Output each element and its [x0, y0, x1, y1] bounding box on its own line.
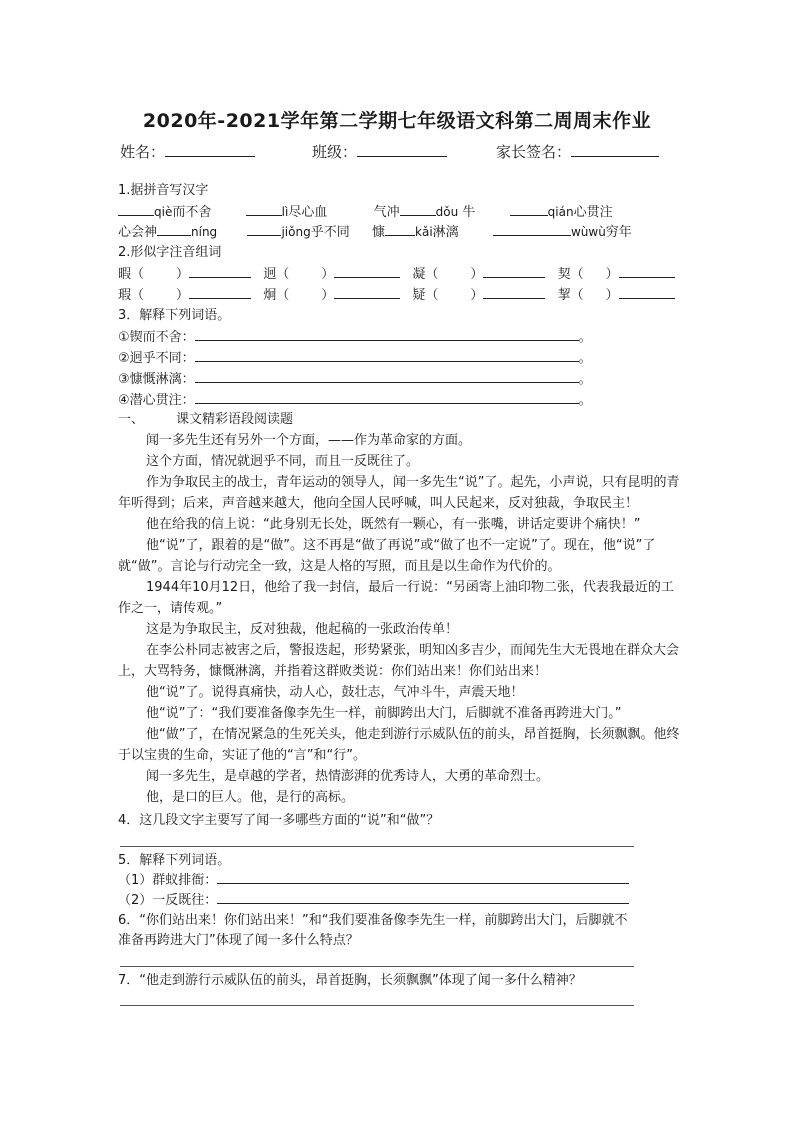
- answer-blank[interactable]: [118, 203, 154, 216]
- answer-blank[interactable]: [247, 223, 281, 236]
- passage-paragraph: 他“说”了：“我们要准备像李先生一样，前脚跨出大门，后脚就不准备再跨进大门。”: [146, 706, 622, 721]
- section2-row2: [118, 286, 675, 305]
- word-part: 心贯注: [573, 205, 613, 220]
- parent-label: 家长签名：: [496, 143, 572, 161]
- term-label: ①锲而不舍：: [118, 330, 195, 345]
- period: 。: [578, 351, 592, 366]
- heading-number: 一、: [118, 412, 145, 427]
- paren: （: [131, 267, 145, 282]
- word-part: 尽心血: [288, 205, 328, 220]
- question-6-line1: 6．“你们站出来！你们站出来！”和“我们要准备像李先生一样，前脚跨出大门，后脚就不: [118, 913, 628, 928]
- answer-blank[interactable]: [385, 223, 415, 236]
- period: 。: [578, 330, 592, 345]
- pinyin: qián: [547, 205, 574, 219]
- passage-paragraph: 在李公朴同志被害之后，警报迭起，形势紧张，明知凶多吉少，而闻先生大无畏地在群众大会上，大骂特务，慷慨淋漓，并指着这群败类说：你们站出来！你们站出来！: [118, 643, 680, 679]
- character: 瑕: [118, 288, 132, 303]
- term-label: ④潜心贯注：: [118, 393, 195, 408]
- section3-item: [118, 370, 592, 389]
- term-label: ②迥乎不同：: [118, 351, 195, 366]
- passage-paragraph: 闻一多先生还有另外一个方面，——作为革命家的方面。: [146, 433, 472, 448]
- word-part: 牛: [462, 205, 476, 220]
- paren: （: [425, 267, 439, 282]
- class-label: 班级：: [312, 143, 358, 161]
- parent-signature-field: [496, 141, 659, 162]
- answer-blank[interactable]: [334, 286, 400, 299]
- passage-paragraph: 他“说”了，跟着的是“做”。这不再是“做了再说”或“做了也不一定说”了。现在，他“说”了就“做”。言论与行动完全一致，这是人格的写照，而且是以生命作为代价的。: [118, 538, 656, 574]
- pinyin: níng: [191, 225, 218, 239]
- character: 炯: [263, 288, 277, 303]
- paren: ）: [470, 267, 484, 282]
- character: 挈: [557, 288, 571, 303]
- answer-blank[interactable]: [334, 265, 400, 278]
- question-5a: [118, 871, 629, 890]
- question-5b: [118, 891, 629, 910]
- paren: （: [276, 267, 290, 282]
- question-6-line2: 准备再跨进大门”体现了闻一多什么特点？: [118, 933, 359, 948]
- paren: ）: [605, 288, 619, 303]
- word-part: 而不舍: [172, 205, 212, 220]
- word-part: 心会神: [118, 225, 158, 240]
- paren: ）: [176, 288, 190, 303]
- character: 迥: [263, 267, 277, 282]
- section3-item: [118, 328, 592, 347]
- section3-item: [118, 349, 592, 368]
- pinyin: qiè: [154, 205, 173, 219]
- passage-paragraph: 作为争取民主的战士，青年运动的领导人，闻一多先生“说”了。起先，小声说，只有昆明的青年听得到；后来，声音越来越大，他向全国人民呼喊，叫人民起来，反对独裁，争取民主！: [118, 475, 680, 511]
- pinyin: wùwù: [570, 225, 606, 239]
- term-label: ③慷慨淋漓：: [118, 372, 195, 387]
- answer-blank[interactable]: [157, 223, 191, 236]
- passage-paragraph: 1944年10月12日，他给了我一封信，最后一行说：“另函寄上油印物二张，代表我最近的工作之一，请传观。”: [118, 580, 674, 616]
- name-field: [120, 141, 255, 162]
- name-blank[interactable]: [165, 142, 255, 157]
- word-part: 乎不同: [310, 225, 350, 240]
- answer-blank[interactable]: [619, 286, 675, 299]
- answer-blank[interactable]: [483, 286, 545, 299]
- answer-blank[interactable]: [619, 265, 675, 278]
- question-7: 7．“他走到游行示威队伍的前头，昂首挺胸，长须飘飘”体现了闻一多什么精神？: [118, 973, 582, 988]
- answer-blank[interactable]: [493, 223, 571, 236]
- passage-paragraph: 闻一多先生，是卓越的学者，热情澎湃的优秀诗人，大勇的革命烈士。: [146, 769, 550, 784]
- character: 暇: [118, 267, 132, 282]
- word-part: 穷年: [605, 225, 632, 240]
- term-label: （1）群蚁排衙：: [118, 873, 218, 888]
- answer-blank[interactable]: [195, 328, 579, 341]
- pinyin: dǒu: [435, 205, 459, 219]
- section2-row1: [118, 265, 675, 284]
- reading-passage: [118, 430, 680, 808]
- period: 。: [578, 393, 592, 408]
- pinyin: lì: [281, 205, 289, 219]
- character: 契: [557, 267, 571, 282]
- reading-heading: [118, 411, 293, 429]
- section1-heading: 1.据拼音写汉字: [118, 183, 209, 198]
- section1-row1: [118, 203, 613, 222]
- character: 疑: [412, 288, 426, 303]
- answer-blank[interactable]: [483, 265, 545, 278]
- answer-blank[interactable]: [400, 203, 436, 216]
- paren: ）: [470, 288, 484, 303]
- passage-paragraph: 这是为争取民主，反对独裁，他起稿的一张政治传单！: [146, 622, 459, 637]
- pinyin: kǎi: [415, 225, 433, 239]
- answer-blank[interactable]: [217, 871, 629, 884]
- page-title: 2020年-2021学年第二学期七年级语文科第二周周末作业: [142, 110, 652, 132]
- section3-item: [118, 391, 592, 410]
- answer-blank[interactable]: [189, 286, 251, 299]
- passage-paragraph: 他在给我的信上说：“此身别无长处，既然有一颗心，有一张嘴，讲话定要讲个痛快！”: [146, 517, 641, 532]
- answer-blank[interactable]: [195, 349, 579, 362]
- answer-blank[interactable]: [189, 265, 251, 278]
- name-label: 姓名：: [120, 143, 166, 161]
- parent-blank[interactable]: [571, 142, 659, 157]
- paren: ）: [605, 267, 619, 282]
- paren: （: [276, 288, 290, 303]
- section3-heading: 3．解释下列词语。: [118, 308, 231, 323]
- class-field: [312, 141, 447, 162]
- answer-blank[interactable]: [246, 203, 282, 216]
- character: 凝: [412, 267, 426, 282]
- passage-paragraph: 他“做”了，在情况紧急的生死关头，他走到游行示威队伍的前头，昂首挺胸，长须飘飘。他终于以宝贵的生命，实证了他的“言”和“行”。: [118, 727, 680, 763]
- answer-blank[interactable]: [510, 203, 548, 216]
- heading-text: 课文精彩语段阅读题: [176, 412, 294, 427]
- paren: ）: [321, 288, 335, 303]
- answer-line[interactable]: [120, 966, 634, 967]
- passage-paragraph: 这个方面，情况就迥乎不同，而且一反既往了。: [146, 454, 420, 469]
- paren: （: [570, 267, 584, 282]
- word-part: 慷: [372, 225, 386, 240]
- section2-heading: 2.形似字注音组词: [118, 245, 222, 260]
- term-label: （2）一反既往：: [118, 893, 218, 908]
- word-part: 气冲: [373, 205, 400, 220]
- answer-blank[interactable]: [195, 391, 579, 404]
- paren: （: [131, 288, 145, 303]
- paren: （: [425, 288, 439, 303]
- word-part: 淋漓: [432, 225, 459, 240]
- paren: ）: [176, 267, 190, 282]
- passage-paragraph: 他“说”了。说得真痛快，动人心，鼓壮志，气冲斗牛，声震天地！: [146, 685, 524, 700]
- paren: （: [570, 288, 584, 303]
- pinyin: jiǒng: [281, 225, 311, 239]
- class-blank[interactable]: [357, 142, 447, 157]
- section1-row2: [118, 223, 632, 242]
- period: 。: [578, 372, 592, 387]
- question-5: 5．解释下列词语。: [118, 853, 231, 868]
- answer-line[interactable]: [120, 1005, 634, 1006]
- paren: ）: [321, 267, 335, 282]
- passage-paragraph: 他，是口的巨人。他，是行的高标。: [146, 790, 355, 805]
- answer-blank[interactable]: [217, 891, 629, 904]
- answer-blank[interactable]: [195, 370, 579, 383]
- question-4: 4．这几段文字主要写了闻一多哪些方面的“说”和“做”？: [118, 813, 440, 828]
- answer-line[interactable]: [120, 846, 634, 847]
